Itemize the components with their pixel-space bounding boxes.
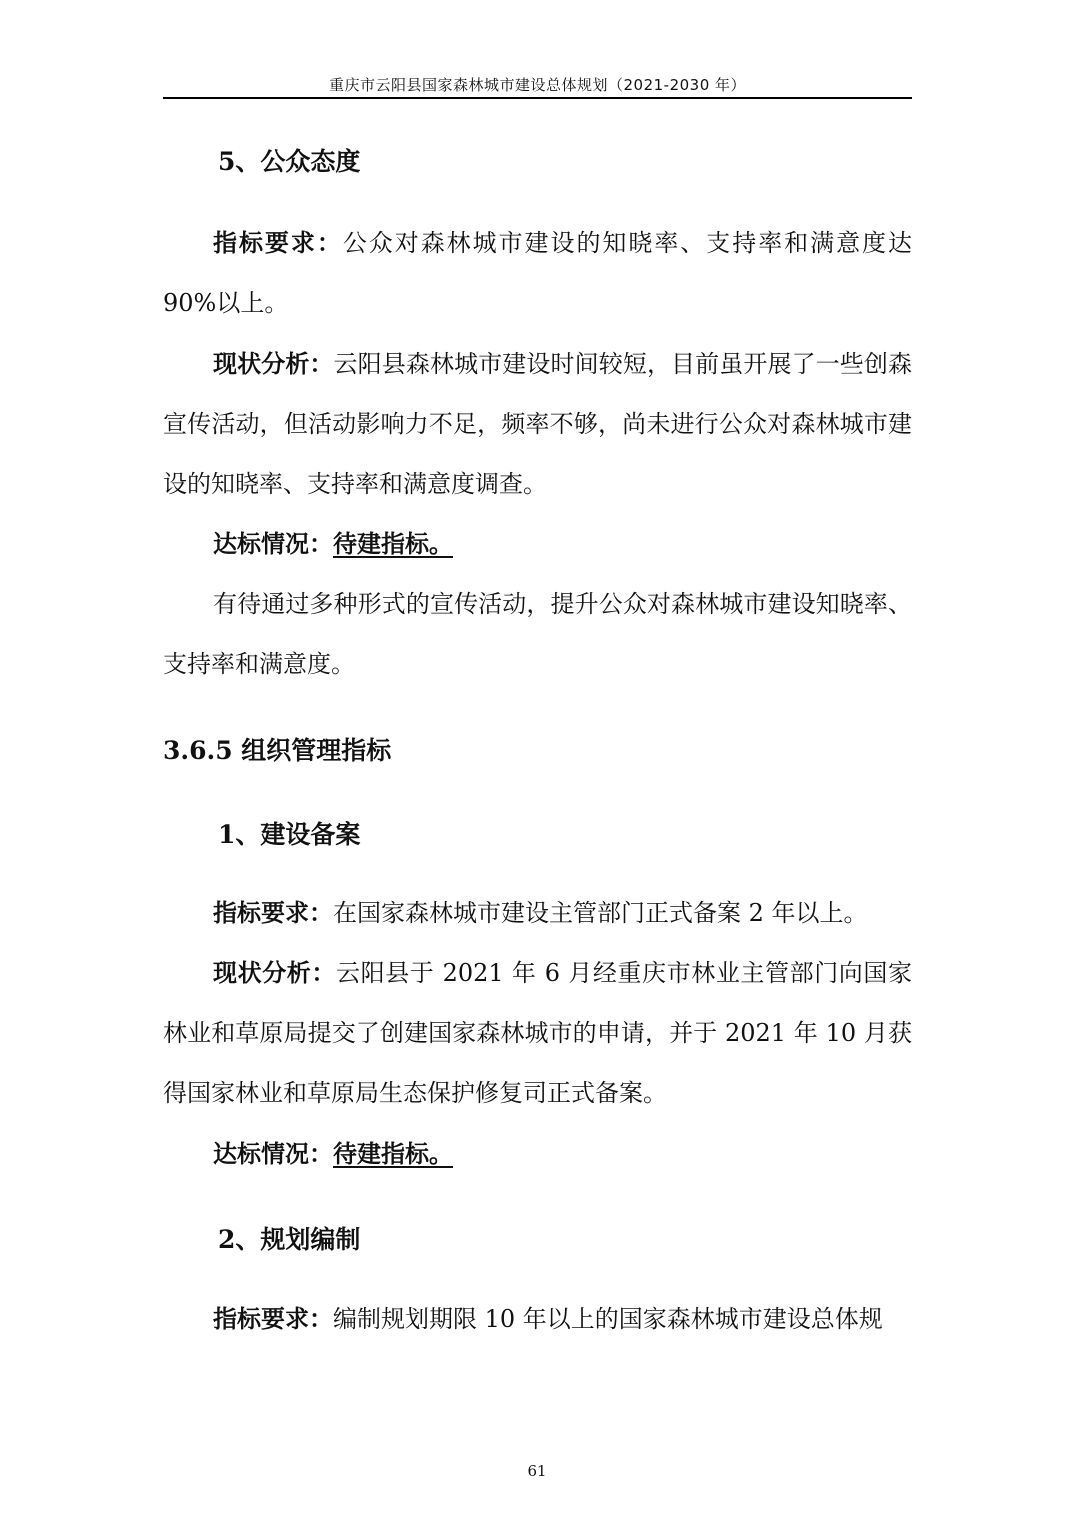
public-attitude-status	[163, 514, 912, 574]
header-rule	[163, 97, 912, 99]
public-attitude-requirement	[163, 213, 912, 333]
requirement-text: 公众对森林城市建设的知晓率、支持率和满意度达90%以上。	[163, 229, 913, 317]
page-header: 重庆市云阳县国家森林城市建设总体规划（2021-2030 年）	[328, 76, 747, 94]
requirement-text: 编制规划期限 10 年以上的国家森林城市建设总体规	[333, 1305, 883, 1333]
requirement-label: 指标要求：	[213, 898, 333, 927]
status-value: 待建指标。	[333, 1139, 453, 1168]
filing-requirement	[163, 883, 912, 943]
requirement-label: 指标要求：	[213, 228, 343, 257]
status-label: 达标情况：	[213, 1139, 333, 1168]
public-attitude-analysis	[163, 334, 912, 514]
analysis-text: 云阳县于 2021 年 6 月经重庆市林业主管部门向国家林业和草原局提交了创建国家森林城市的申请，并于 2021 年 10 月获得国家林业和草原局生态保护修复司正式备案。	[163, 959, 913, 1107]
filing-status	[163, 1124, 912, 1184]
status-value: 待建指标。	[333, 529, 453, 558]
analysis-label: 现状分析：	[213, 958, 336, 987]
heading-public-attitude: 5、公众态度	[218, 147, 361, 176]
requirement-text: 在国家森林城市建设主管部门正式备案 2 年以上。	[333, 899, 868, 927]
analysis-text: 云阳县森林城市建设时间较短，目前虽开展了一些创森宣传活动，但活动影响力不足，频率不够，尚未进行公众对森林城市建设的知晓率、支持率和满意度调查。	[163, 350, 913, 498]
requirement-label: 指标要求：	[213, 1304, 333, 1333]
heading-filing: 1、建设备案	[218, 820, 361, 849]
analysis-label: 现状分析：	[213, 349, 334, 378]
heading-planning: 2、规划编制	[218, 1225, 361, 1254]
filing-analysis	[163, 943, 912, 1123]
heading-org-management: 3.6.5 组织管理指标	[163, 736, 392, 765]
status-label: 达标情况：	[213, 529, 333, 558]
page-number: 61	[527, 1462, 547, 1480]
public-attitude-note: 有待通过多种形式的宣传活动，提升公众对森林城市建设知晓率、支持率和满意度。	[163, 590, 912, 678]
planning-requirement	[163, 1289, 912, 1349]
